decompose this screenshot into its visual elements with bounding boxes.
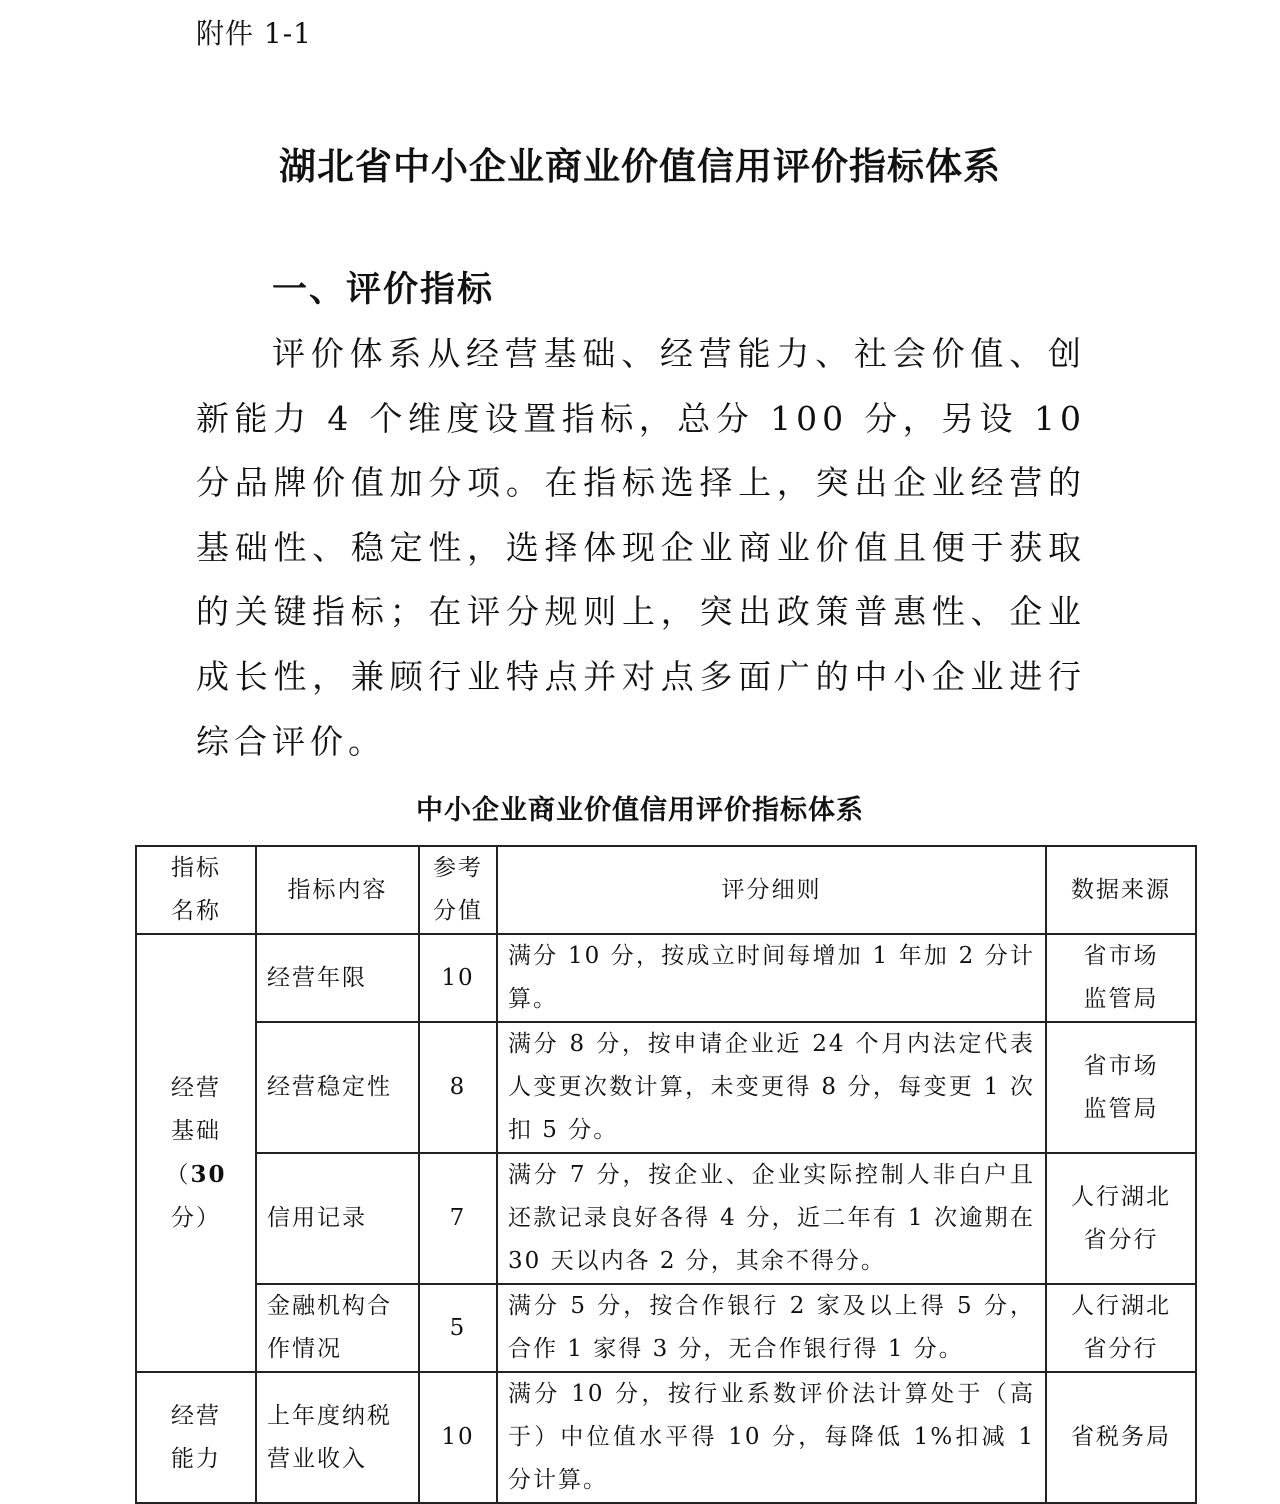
table-row [136, 934, 1196, 1022]
dimension-score-unit: 分） [171, 1204, 221, 1231]
indicator-content: 上年度纳税营业收入 [256, 1372, 419, 1503]
source-line1: 人行湖北 [1071, 1183, 1171, 1210]
indicator-content: 经营稳定性 [256, 1022, 419, 1153]
table-caption: 中小企业商业价值信用评价指标体系 [416, 795, 864, 826]
indicator-rule: 满分 5 分，按合作银行 2 家及以上得 5 分，合作 1 家得 3 分，无合作银行得 1 分。 [497, 1284, 1046, 1372]
header-indicator-name [136, 846, 256, 934]
indicator-score: 8 [419, 1022, 497, 1153]
intro-paragraph: 评价体系从经营基础、经营能力、社会价值、创新能力 4 个维度设置指标，总分 100 分，另设 10 分品牌价值加分项。在指标选择上，突出企业经营的基础性、稳定性，选择体现企业商业价值且便于获取的关键指标；在评分规则上，突出政策普惠性、企业成长性，兼顾行业特点并对点多面广的中小企业进行综合评价。 [196, 334, 1086, 761]
table-row [136, 1372, 1196, 1503]
indicator-content: 信用记录 [256, 1153, 419, 1284]
table-row [136, 1153, 1196, 1284]
source-line1: 省市场 [1083, 943, 1159, 969]
source-line1: 人行湖北 [1071, 1293, 1171, 1319]
header-score-line2: 分值 [433, 898, 483, 924]
header-name-line1: 指标 [171, 855, 221, 881]
source-line2: 省分行 [1083, 1336, 1159, 1362]
header-data-source: 数据来源 [1046, 846, 1196, 934]
indicator-rule: 满分 8 分，按申请企业近 24 个月内法定代表人变更次数计算，未变更得 8 分，每变更 1 次扣 5 分。 [497, 1022, 1046, 1153]
document-title: 湖北省中小企业商业价值信用评价指标体系 [279, 144, 1001, 188]
source-line2: 监管局 [1083, 986, 1159, 1012]
indicator-source [1046, 934, 1196, 1022]
indicator-score: 10 [419, 934, 497, 1022]
indicator-score: 7 [419, 1153, 497, 1284]
source-line1: 省市场 [1083, 1052, 1159, 1079]
indicator-content: 金融机构合作情况 [256, 1284, 419, 1372]
indicator-source [1046, 1022, 1196, 1153]
dimension-name-line1: 经营 [171, 1402, 221, 1429]
indicator-source [1046, 1153, 1196, 1284]
indicator-content: 经营年限 [256, 934, 419, 1022]
source-line2: 省分行 [1083, 1226, 1159, 1253]
indicator-score: 10 [419, 1372, 497, 1503]
header-reference-score [419, 846, 497, 934]
source-line2: 监管局 [1083, 1095, 1159, 1122]
indicator-table [135, 845, 1197, 1504]
indicator-score: 5 [419, 1284, 497, 1372]
table-row [136, 1284, 1196, 1372]
dimension-cell-operating-capability [136, 1372, 256, 1503]
dimension-cell-operating-basis [136, 934, 256, 1372]
indicator-source: 省税务局 [1046, 1372, 1196, 1503]
table-header-row [136, 846, 1196, 934]
dimension-score [147, 1153, 245, 1240]
header-score-line1: 参考 [433, 855, 483, 881]
dimension-score-value: 30 [190, 1160, 227, 1188]
header-name-line2: 名称 [171, 898, 221, 924]
table-row [136, 1022, 1196, 1153]
dimension-score-open: （ [165, 1161, 191, 1188]
header-indicator-content: 指标内容 [256, 846, 419, 934]
indicator-rule: 满分 10 分，按行业系数评价法计算处于（高于）中位值水平得 10 分，每降低 1%扣减 1 分计算。 [497, 1372, 1046, 1503]
dimension-name-line1: 经营 [171, 1074, 221, 1101]
dimension-name-line2: 能力 [171, 1445, 221, 1472]
indicator-rule: 满分 7 分，按企业、企业实际控制人非白户且还款记录良好各得 4 分，近二年有 1 次逾期在 30 天以内各 2 分，其余不得分。 [497, 1153, 1046, 1284]
dimension-name-line2: 基础 [171, 1117, 221, 1144]
header-scoring-rules: 评分细则 [497, 846, 1046, 934]
section-heading: 一、评价指标 [272, 269, 495, 310]
indicator-rule: 满分 10 分，按成立时间每增加 1 年加 2 分计算。 [497, 934, 1046, 1022]
indicator-source [1046, 1284, 1196, 1372]
attachment-label: 附件 1-1 [196, 17, 312, 50]
